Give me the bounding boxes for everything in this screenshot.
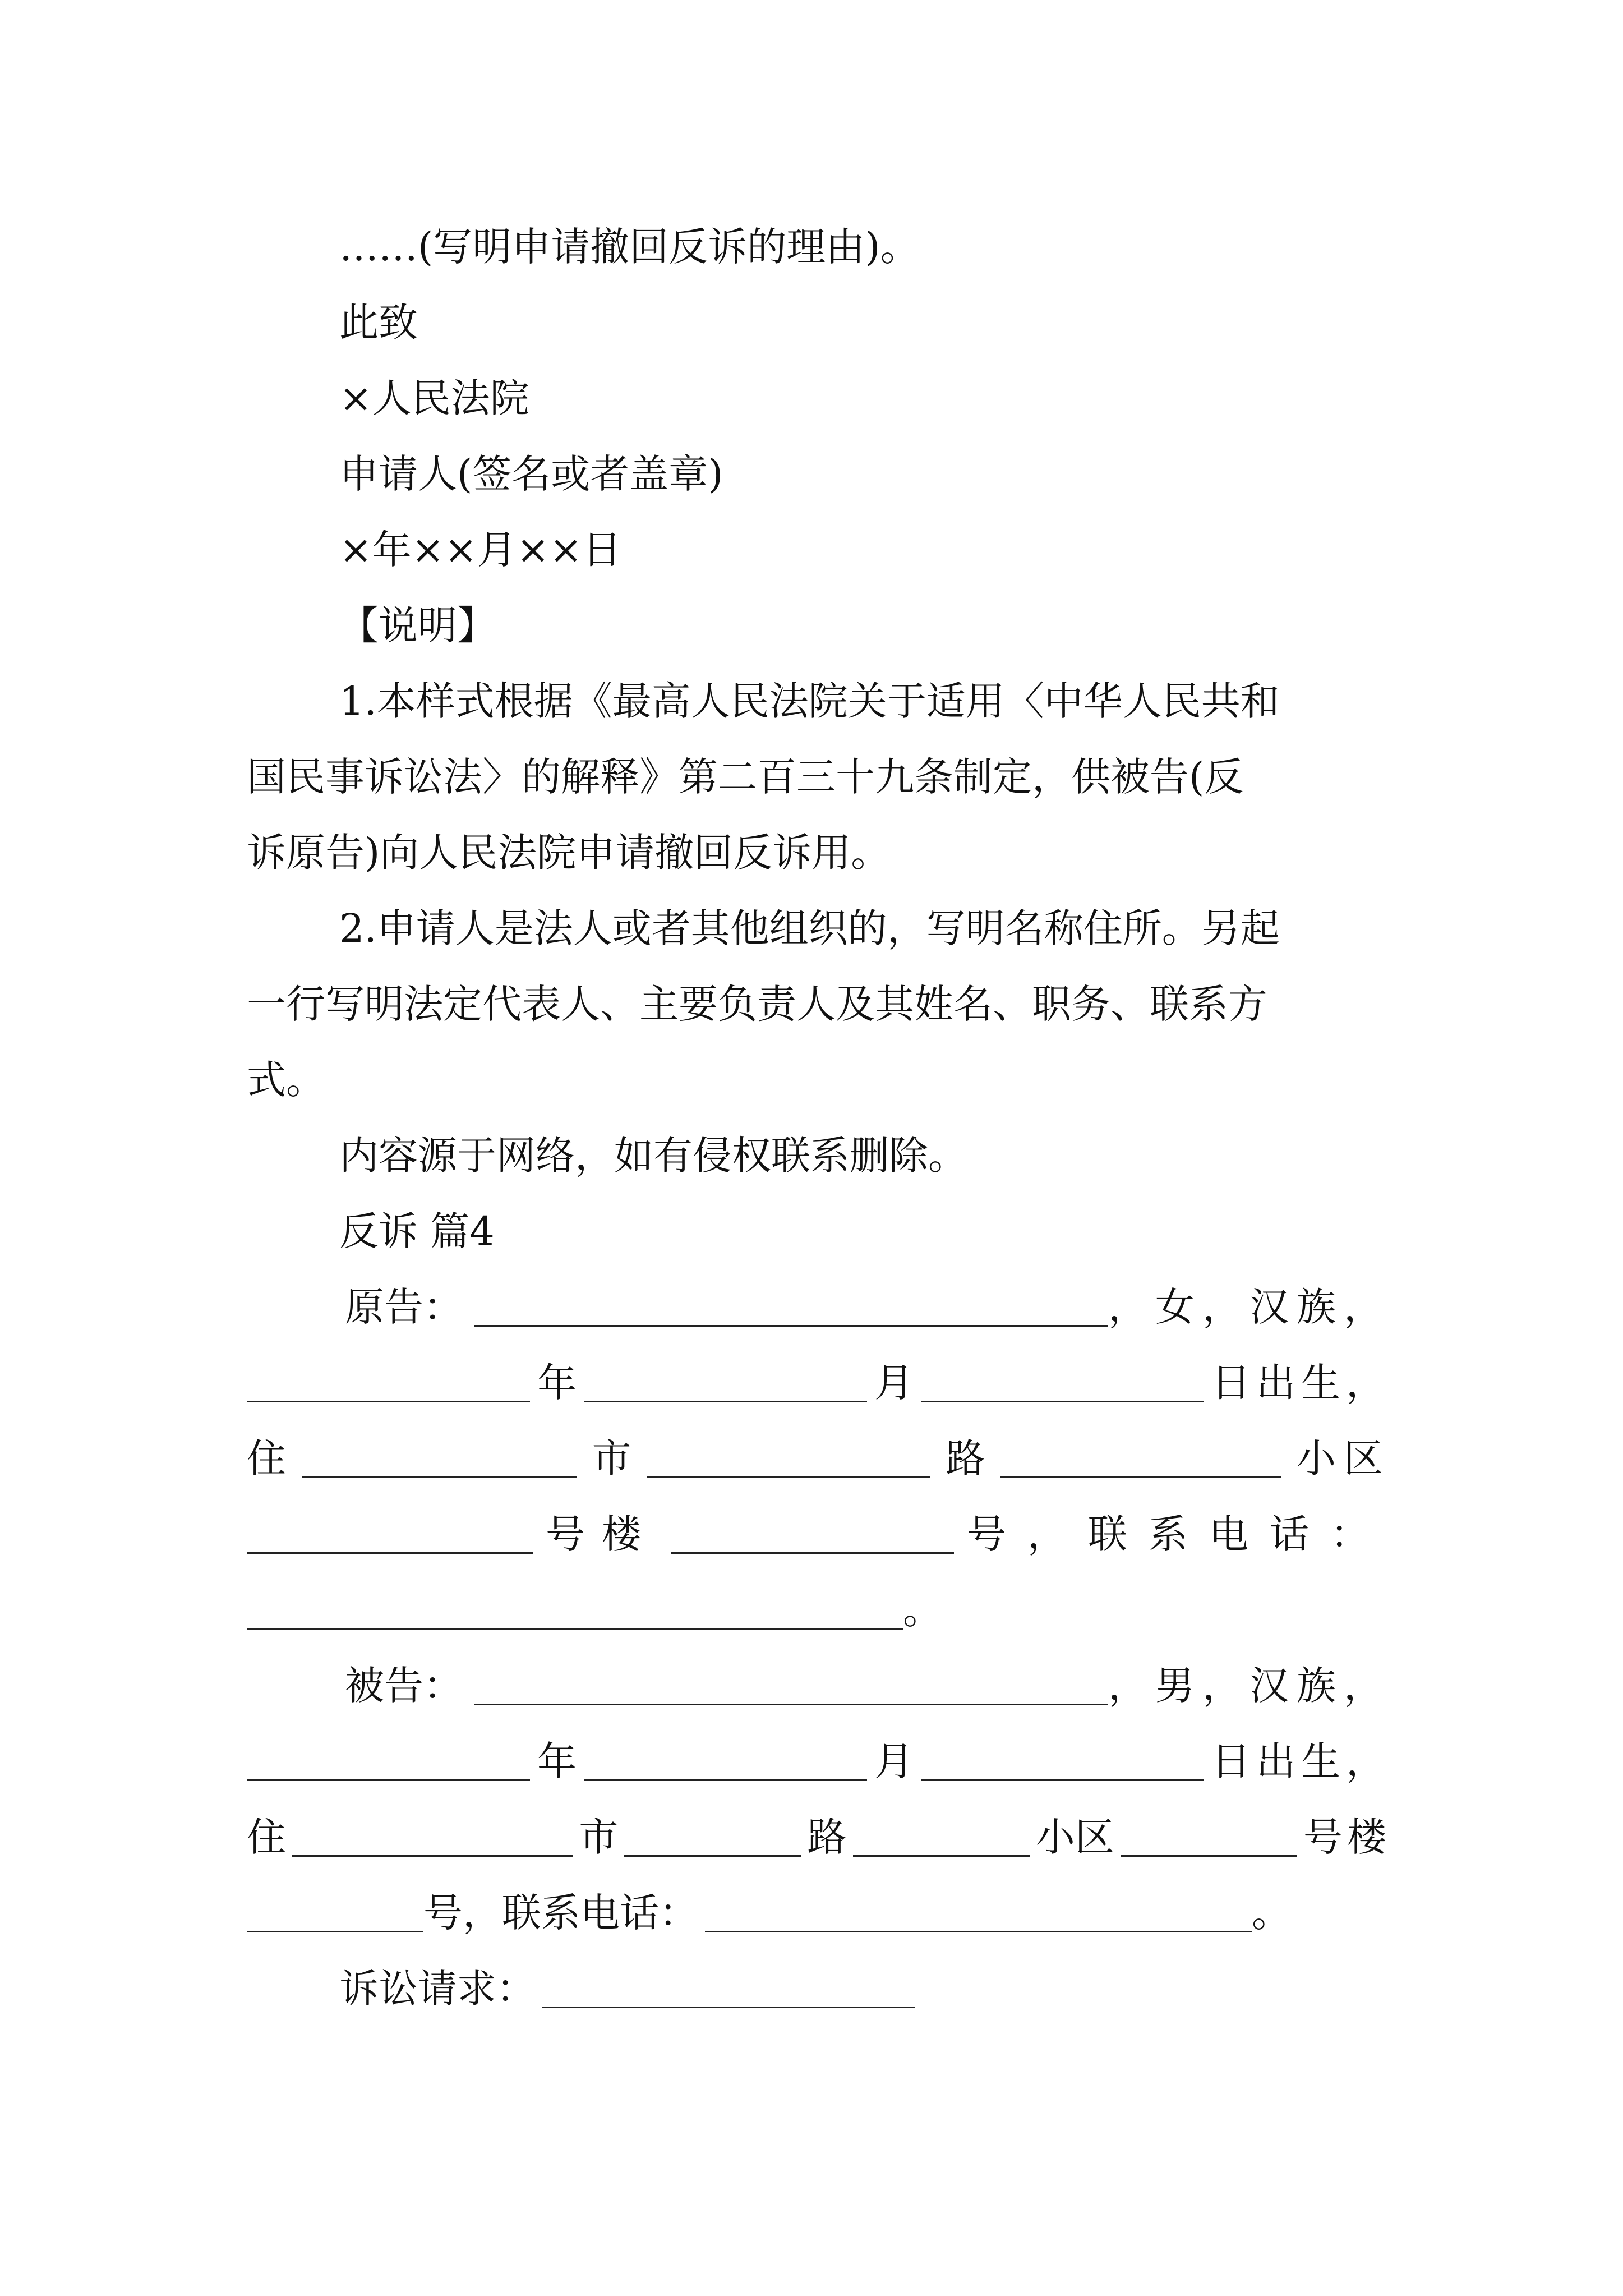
note-heading: 【说明】 xyxy=(339,602,496,648)
plaintiff-phone-row xyxy=(247,1587,942,1633)
defendant-address-row xyxy=(247,1814,1391,1860)
note-2-line-3: 式。 xyxy=(247,1057,325,1103)
plaintiff-name-row xyxy=(345,1284,1391,1330)
defendant-birth-month-field[interactable] xyxy=(584,1745,867,1781)
defendant-address-city-field[interactable] xyxy=(292,1820,573,1857)
plaintiff-gender-text: ，女，汉族， xyxy=(1108,1284,1391,1330)
plaintiff-road-label: 路 xyxy=(946,1435,985,1481)
applicant-signature-line: 申请人(签名或者盖章) xyxy=(339,451,723,497)
defendant-number-field[interactable] xyxy=(247,1896,423,1932)
claims-row xyxy=(339,1966,915,2012)
defendant-born-label: 日出生， xyxy=(1211,1738,1391,1784)
note-1-line-1: 1.本样式根据《最高人民法院关于适用〈中华人民共和 xyxy=(339,678,1280,724)
section-heading: 反诉 篇4 xyxy=(339,1208,495,1254)
defendant-birth-row xyxy=(247,1738,1391,1784)
plaintiff-address-community-field[interactable] xyxy=(1000,1442,1281,1478)
plaintiff-birth-row xyxy=(247,1360,1391,1406)
defendant-year-label: 年 xyxy=(537,1738,577,1784)
plaintiff-live-label: 住 xyxy=(247,1435,286,1481)
defendant-gender-text: ，男，汉族， xyxy=(1108,1663,1391,1709)
defendant-live-label: 住 xyxy=(247,1814,286,1860)
plaintiff-address-city-field[interactable] xyxy=(302,1442,577,1478)
defendant-number-row xyxy=(247,1890,1291,1936)
plaintiff-building-label: 号楼 xyxy=(546,1511,658,1557)
defendant-building-field[interactable] xyxy=(1121,1820,1297,1857)
plaintiff-label: 原告： xyxy=(345,1284,463,1330)
plaintiff-community-label: 小区 xyxy=(1296,1435,1391,1481)
date-line: ×年××月××日 xyxy=(339,527,622,573)
defendant-community-label: 小区 xyxy=(1035,1814,1114,1860)
plaintiff-month-label: 月 xyxy=(874,1360,914,1406)
plaintiff-address-row xyxy=(247,1435,1391,1481)
defendant-end-mark: 。 xyxy=(1252,1890,1291,1936)
plaintiff-number-label: 号，联系电话： xyxy=(967,1511,1391,1557)
defendant-birth-day-field[interactable] xyxy=(921,1745,1204,1781)
plaintiff-birth-day-field[interactable] xyxy=(921,1366,1204,1402)
defendant-phone-field[interactable] xyxy=(705,1896,1252,1932)
defendant-month-label: 月 xyxy=(874,1738,914,1784)
plaintiff-birth-month-field[interactable] xyxy=(584,1366,867,1402)
court-name: ×人民法院 xyxy=(339,375,529,421)
plaintiff-building-field[interactable] xyxy=(247,1517,533,1554)
defendant-building-label: 号楼 xyxy=(1303,1814,1391,1860)
claims-label: 诉讼请求： xyxy=(339,1966,536,2012)
note-1-line-3: 诉原告)向人民法院申请撤回反诉用。 xyxy=(247,830,891,876)
defendant-city-label: 市 xyxy=(579,1814,619,1860)
defendant-number-label: 号，联系电话： xyxy=(423,1890,698,1936)
plaintiff-year-label: 年 xyxy=(537,1360,577,1406)
note-2-line-1: 2.申请人是法人或者其他组织的，写明名称住所。另起 xyxy=(339,905,1280,951)
note-1-line-2: 国民事诉讼法〉的解释》第二百三十九条制定，供被告(反 xyxy=(247,754,1244,800)
source-disclaimer: 内容源于网络，如有侵权联系删除。 xyxy=(339,1133,967,1179)
plaintiff-number-field[interactable] xyxy=(671,1517,954,1554)
plaintiff-address-road-field[interactable] xyxy=(647,1442,930,1478)
plaintiff-building-row xyxy=(247,1511,1391,1557)
defendant-road-label: 路 xyxy=(807,1814,847,1860)
defendant-address-community-field[interactable] xyxy=(853,1820,1030,1857)
plaintiff-birth-year-field[interactable] xyxy=(247,1366,530,1402)
plaintiff-end-mark: 。 xyxy=(903,1587,942,1633)
plaintiff-name-field[interactable] xyxy=(474,1290,1108,1327)
defendant-birth-year-field[interactable] xyxy=(247,1745,530,1781)
withdraw-reason-line: ……(写明申请撤回反诉的理由)。 xyxy=(339,224,920,270)
defendant-name-row xyxy=(345,1663,1391,1709)
defendant-label: 被告： xyxy=(345,1663,463,1709)
note-2-line-2: 一行写明法定代表人、主要负责人及其姓名、职务、联系方 xyxy=(247,981,1267,1027)
plaintiff-city-label: 市 xyxy=(592,1435,631,1481)
plaintiff-phone-field[interactable] xyxy=(247,1593,903,1630)
plaintiff-born-label: 日出生， xyxy=(1211,1360,1391,1406)
claims-field[interactable] xyxy=(542,1972,915,2008)
salutation: 此致 xyxy=(339,300,418,346)
defendant-address-road-field[interactable] xyxy=(624,1820,801,1857)
defendant-name-field[interactable] xyxy=(474,1669,1108,1705)
